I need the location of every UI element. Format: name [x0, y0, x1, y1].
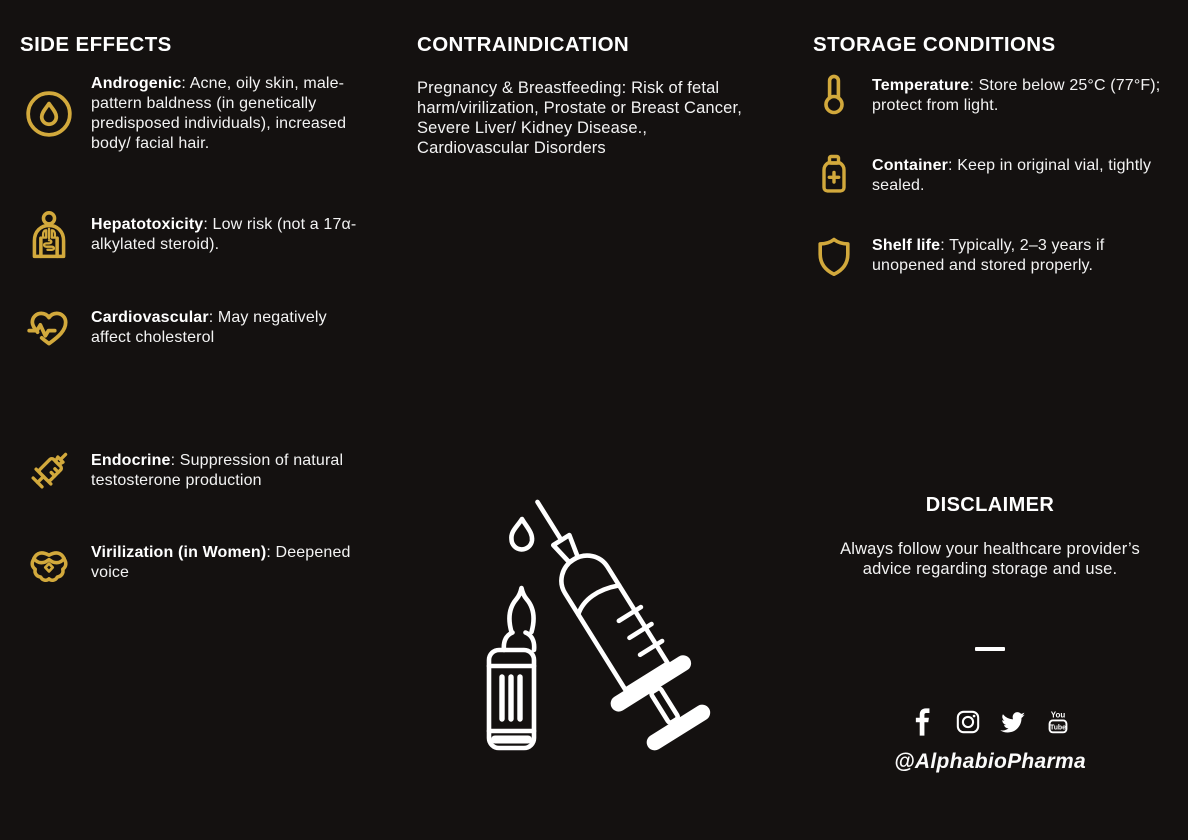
contraindication-text: Pregnancy & Breastfeeding: Risk of fetal harm/virilization, Prostate or Breast Cancer, Severe Liver/ Kidney Disease., Cardiovascular Disorders	[417, 78, 742, 157]
side-effect-virilization	[24, 538, 370, 588]
storage-text: Temperature: Store below 25°C (77°F); protect from light.	[872, 77, 1161, 114]
social-handle[interactable]: @AlphabioPharma	[894, 750, 1086, 773]
contraindication-title: CONTRAINDICATION	[417, 33, 630, 56]
syringe-vial-illustration	[440, 480, 760, 780]
disclaimer-section	[813, 494, 1167, 579]
youtube-icon[interactable]	[1045, 708, 1071, 736]
storage-shelf-life	[810, 232, 1166, 280]
storage-container	[810, 152, 1166, 200]
svg-text:Tube: Tube	[1049, 723, 1066, 731]
medicine-bottle-icon	[810, 152, 858, 200]
facebook-icon[interactable]	[910, 708, 936, 736]
heart-pulse-icon	[24, 303, 74, 353]
shield-icon	[810, 232, 858, 280]
disclaimer-text: Always follow your healthcare provider’s advice regarding storage and use.	[840, 540, 1140, 578]
side-effect-endocrine	[24, 446, 370, 496]
side-effect-hepatotoxicity	[24, 210, 370, 260]
instagram-icon[interactable]	[955, 708, 981, 736]
disclaimer-title: DISCLAIMER	[925, 494, 1055, 516]
side-effect-cardiovascular	[24, 303, 370, 353]
storage-text: Container: Keep in original vial, tightly sealed.	[872, 157, 1152, 194]
side-effect-text: Virilization (in Women): Deepened voice	[91, 544, 351, 581]
side-effect-text: Endocrine: Suppression of natural testosterone production	[91, 452, 344, 489]
side-effect-androgenic	[24, 74, 370, 154]
svg-text:You: You	[1050, 710, 1065, 720]
droplet-circle-icon	[24, 89, 74, 139]
beard-icon	[24, 538, 74, 588]
storage-temperature	[810, 72, 1166, 120]
body-organs-icon	[24, 210, 74, 260]
side-effect-text: Cardiovascular: May negatively affect cholesterol	[91, 309, 327, 346]
separator-dash	[975, 647, 1005, 651]
twitter-icon[interactable]	[1000, 708, 1026, 736]
storage-text: Shelf life: Typically, 2–3 years if unopened and stored properly.	[872, 237, 1105, 274]
social-icons-row	[813, 708, 1167, 736]
storage-conditions-title: STORAGE CONDITIONS	[813, 33, 1056, 56]
side-effect-text: Androgenic: Acne, oily skin, male-pattern baldness (in genetically predisposed individuals), increased body/ facial hair.	[91, 75, 347, 152]
syringe-icon	[24, 446, 74, 496]
side-effects-title: SIDE EFFECTS	[20, 33, 172, 56]
side-effect-text: Hepatotoxicity: Low risk (not a 17α-alkylated steroid).	[91, 216, 357, 253]
thermometer-icon	[810, 72, 858, 120]
